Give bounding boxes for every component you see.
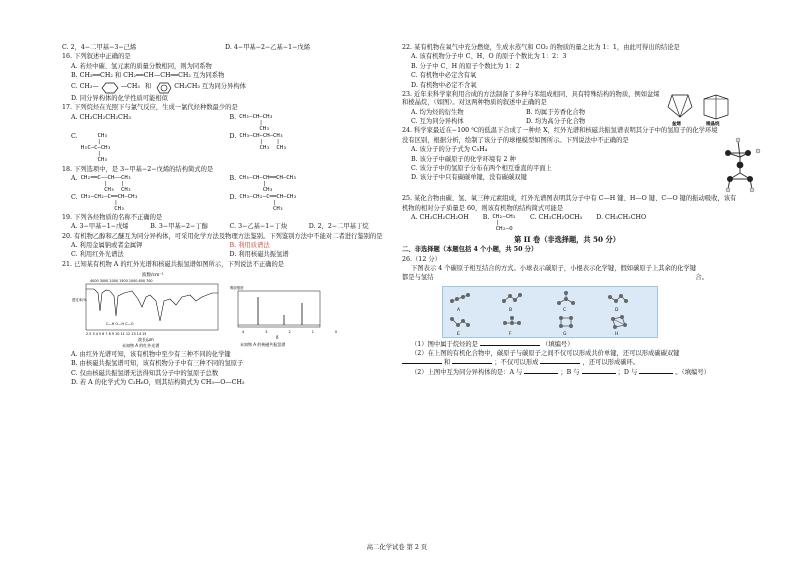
q17-b-label: B. xyxy=(229,113,237,121)
q20-stem: 20. 有机物乙醇和乙醚互为同分异构体，可采用化学方法及物理方法鉴别。下列鉴别方法中不能对二者进行鉴别的是 xyxy=(62,232,383,240)
q25-b-label: B. xyxy=(482,214,490,222)
q17-stem: 17. 下列烷烃在光照下与氯气反应，生成一氯代烃种数最少的是 xyxy=(62,104,238,112)
q26-p2-blank-a[interactable] xyxy=(524,373,558,374)
q17-b-structure: CH₃—CH—CH₃ | CH₃ xyxy=(239,113,273,132)
q17-options-cd xyxy=(62,133,388,163)
q18-d-label: D. xyxy=(229,193,237,201)
q22-stem: 22. 某有机物在氧气中充分燃烧，生成水蒸气和 CO₂ 的物质的量之比为 1：1，由此可得出的结论是 xyxy=(402,44,680,51)
q26-p2pre-blank-1[interactable] xyxy=(402,363,442,364)
q16-option-b: B. CH₂══CH₂ 和 CH₂══CH—CH══CH₂ 互为同系物 xyxy=(71,72,225,80)
q26-p2pre-and: 和 xyxy=(444,359,451,367)
q24-option-a: A. 该分子的分子式为 C₅H₄ xyxy=(411,146,488,154)
model-f xyxy=(501,315,523,338)
q18-option-b xyxy=(230,175,389,193)
q26-intro-2-start: 都是与氢结 xyxy=(402,274,434,282)
q23-molecule-figures xyxy=(664,91,732,127)
q16-c-left: CH₃— xyxy=(79,83,99,91)
q16-stem: 16. 下列叙述中正确的是 xyxy=(62,53,131,61)
q25-option-b xyxy=(483,214,516,232)
q24-stem-1: 24. 科学家最近在−100 ℃的低温下合成了一种烃 X，红外光谱和核磁共振氢谱表明其分子中的氢原子的化学环境 xyxy=(402,127,718,135)
q16-c-and: 和 xyxy=(144,83,152,91)
model-c xyxy=(555,291,577,314)
benzvalene-icon xyxy=(668,95,692,117)
q22-option-d: D. 有机物中必定不含氧 xyxy=(411,81,477,89)
section-title: 二、非选择题（本题包括 4 个小题，共 50 分） xyxy=(402,246,538,254)
nmr-xlabel: δ xyxy=(276,335,279,341)
q26-p2pre-blank-3[interactable] xyxy=(540,363,580,364)
q18-c-structure: CH₃—CH₂—C══CH—CH₃ | CH₃ xyxy=(80,193,138,212)
q26-p2-b: ；B 与 xyxy=(560,368,580,376)
q25-option-c: C. CH₃CH₂OCH₃ xyxy=(529,214,583,222)
q17-option-a: A. CH₃CH₂CH₂CH₃ xyxy=(71,113,131,121)
ir-top-label: 波数/cm⁻¹ xyxy=(142,273,164,279)
q17-option-c xyxy=(71,133,230,163)
ir-ylabel: 透过率/% xyxy=(72,298,87,303)
q19-options xyxy=(62,223,388,231)
q23-stem: 23. 近年来科学家利用合成的方法制备了多种与苯组成相同、具有特殊结构的物质，例如盆烯和棱晶烷，（如图）。对这两种物质的叙述中正确的是 xyxy=(402,90,660,107)
q26-part-2-pre-2 xyxy=(402,359,732,367)
q19-option-b: B. 3−甲基−2−丁醇 xyxy=(150,223,208,231)
q23-option-c: C. 互为同分异构体 xyxy=(411,117,464,125)
q20-option-c: C. 利用红外光谱法 xyxy=(71,251,124,259)
q17-options-ab xyxy=(62,114,388,132)
q18-b-structure: CH₃—CH—CH══CH—CH₃ | CH₃ xyxy=(239,174,297,193)
q22-option-c: C. 有机物中必定含有氧 xyxy=(411,72,477,80)
carbon-chain-icon xyxy=(607,291,629,305)
model-label-g: G xyxy=(563,332,567,338)
q17-option-d xyxy=(230,133,389,163)
q20-option-a: A. 利用金属钠或者金属钾 xyxy=(71,242,143,250)
q16-option-d: D. 同分异构体的化学性质可能相似 xyxy=(71,94,168,102)
model-h xyxy=(607,315,629,338)
q26-p2pre-blank-2[interactable] xyxy=(452,363,492,364)
q23-option-a: A. 均为烃的衍生物 xyxy=(411,108,464,116)
q26-part-2-pre-1: （2）在上图的有机化合物中，碳原子与碳原子之间不仅可以形成共价单键，还可以形成碳碳双键 xyxy=(411,350,680,358)
ir-caption: 未知物 A 的红外光谱 xyxy=(122,343,160,349)
q26-p2pre-mid: ；不仅可以形成 xyxy=(494,359,539,367)
nmr-spectrum-chart xyxy=(228,271,348,349)
q16-c-right: CH₂CH₃ xyxy=(174,83,200,91)
q21-stem: 21. 已知某有机物 A 的红外光谱和核磁共振氢谱如图所示，下列说法不正确的是 xyxy=(62,260,285,268)
q25-stem-2: 机物的相对分子质量是 60，则该有机物的结构简式可能是 xyxy=(402,204,564,212)
model-e xyxy=(449,315,471,338)
nmr-x-ticks: 4 3 2 1 0 xyxy=(242,330,348,335)
q26-p2pre-end: ，还可以形成碳环。 xyxy=(582,359,640,367)
q19-stem: 19. 下列各烃物质的名称不正确的是 xyxy=(62,213,163,221)
q15-options xyxy=(62,44,388,52)
q18-a-structure: CH₂══C——CH——CH₃ | | CH₃ CH₃ xyxy=(80,174,132,193)
q23-options-ab xyxy=(402,109,641,117)
q18-d-structure: CH₃—CH₂—C══CH—CH₃ | CH₃ xyxy=(239,193,297,212)
carbon-ring-icon xyxy=(607,315,629,329)
q24-stem-2: 没有区别，根据分析，绘制了该分子的球棍模型如图所示。下列说法中不正确的是 xyxy=(402,136,629,144)
q26-part-3 xyxy=(402,369,732,377)
benzene-ring-icon xyxy=(156,82,172,94)
q25-stem-1: 25. 某化合物由碳、氢、氧三种元素组成，红外光谱图表明其分子中有 C—H 键、H—O 键、C—O 键的振动吸收，该有 xyxy=(402,195,737,203)
q25-option-d: D. CH₃CH₂CHO xyxy=(596,214,647,222)
q21-option-b: B. 由核磁共振氢谱可知，该有机物分子中有三种不同的氢原子 xyxy=(71,360,244,368)
q15-option-d: D. 4−甲基−2−乙基−1−戊烯 xyxy=(225,44,311,51)
q21-option-d: D. 若 A 的化学式为 C₂H₆O，则其结构简式为 CH₃—O—CH₃ xyxy=(71,379,245,387)
q17-option-b xyxy=(230,114,389,132)
q18-c-label: C. xyxy=(71,193,78,201)
q22-option-a: A. 该有机物分子中 C、H、O 的原子个数比为 1：2：3 xyxy=(411,53,567,61)
q24-option-d: D. 该分子中只有碳碳单键，没有碳碳双键 xyxy=(411,174,527,182)
q23-option-b: B. 均属于芳香化合物 xyxy=(526,108,586,116)
q21-option-c: C. 仅由核磁共振氢谱无法得知其分子中的氢原子总数 xyxy=(71,369,219,377)
right-column xyxy=(402,44,737,378)
q22-option-b: B. 分子中 C、H 的原子个数比为 1：2 xyxy=(411,62,520,70)
page-footer: 高二化学试卷 第 2 页 xyxy=(366,544,428,551)
q25-option-a: A. CH₃CH₂CH₂OH xyxy=(411,214,469,222)
q19-option-c: C. 3−乙基−1−丁炔 xyxy=(229,223,288,231)
q16-option-a: A. 若烃中碳、氢元素的质量分数相同，则为同系物 xyxy=(71,62,212,70)
model-g xyxy=(555,315,577,338)
q26-p2-blank-c[interactable] xyxy=(639,373,673,374)
q17-d-label: D. xyxy=(229,132,237,140)
carbon-chain-icon xyxy=(501,291,523,305)
q26-p2-c: ；D 与 xyxy=(617,368,638,376)
q16-c-prefix: C. xyxy=(71,83,78,91)
q19-option-d: D. 2，2−二甲基丁烷 xyxy=(308,223,369,231)
q23-options-cd xyxy=(402,118,641,126)
q16-option-c xyxy=(62,82,388,94)
model-label-a: A xyxy=(457,308,461,314)
q15-option-c: C. 2，4−二甲基−3−己烯 xyxy=(62,44,137,51)
ir-x-ticks: 2.5 3 4 5 6 7 8 9 10 11 12 13 14 15 xyxy=(86,332,147,337)
q26-p1-text: （1）图中属于烷烃的是 xyxy=(411,340,478,348)
carbon-ring-icon xyxy=(555,315,577,329)
model-label-f: F xyxy=(509,332,512,338)
benzvalene-label: 盆烯 xyxy=(672,121,681,127)
q25-b-structure: CH₂—CH₂ | CH₂—O xyxy=(492,214,516,233)
ir-spectrum-curve xyxy=(86,289,218,321)
model-label-h: H xyxy=(615,332,619,338)
carbon-chain-icon xyxy=(449,291,471,305)
q26-stem: 26.（12 分） xyxy=(402,255,441,263)
q20-option-b: B. 利用质谱法 xyxy=(229,242,270,250)
model-label-d: D xyxy=(615,308,619,314)
model-d xyxy=(607,291,629,314)
q26-part-1 xyxy=(402,341,732,349)
carbon-models-figure xyxy=(442,286,658,338)
q20-options-cd xyxy=(62,251,388,259)
q20-option-d: D. 利用核磁共振氢谱 xyxy=(229,251,289,259)
q18-options-cd xyxy=(62,194,388,212)
branched-carbon-icon xyxy=(501,315,523,329)
part2-title: 第 II 卷（非选择题，共 50 分） xyxy=(514,235,620,245)
q26-p1-answer-blank[interactable] xyxy=(480,345,540,346)
branched-carbon-icon xyxy=(555,291,577,305)
q26-p2-blank-b[interactable] xyxy=(582,373,616,374)
q21-spectra xyxy=(72,271,388,349)
q16-c-mid: —CH₃ xyxy=(120,83,140,91)
model-b xyxy=(501,291,523,314)
q26-p2-a: （2）上图中互为同分异构体的是：A 与 xyxy=(411,368,523,376)
q26-intro-2-end: 合。 xyxy=(695,274,708,282)
q18-options-ab xyxy=(62,175,388,193)
q17-d-structure: CH₃—CH—CH—CH₃ | | CH₃ CH₃ xyxy=(239,132,287,151)
q26-intro-1: 下图表示 4 个碳原子相互结合的方式。小球表示碳原子，小棍表示化学键，假如碳原子上其余的化学键 xyxy=(411,265,697,273)
q19-option-a: A. 3−甲基−1−戊烯 xyxy=(71,223,129,231)
q23-block xyxy=(402,91,732,127)
model-label-c: C xyxy=(563,308,567,314)
q21-option-a: A. 由红外光谱可知，该有机物中至少有三种不同的化学键 xyxy=(71,351,231,359)
ir-xlabel: 波长/μm xyxy=(138,337,154,343)
q16-c-suffix: 互为同分异构体 xyxy=(201,83,246,91)
nmr-caption: 未知物 A 的核磁共振氢谱 xyxy=(240,342,286,348)
q26-intro-2 xyxy=(402,274,732,282)
ball-and-stick-model-icon xyxy=(718,135,762,195)
ir-peaks-label: C—H O—H C—O xyxy=(106,322,134,327)
q20-options-ab xyxy=(62,242,388,250)
ir-top-ticks: 4000 3000 2000 1500 1000 800 700 xyxy=(90,279,153,284)
q18-a-label: A. xyxy=(71,174,78,182)
q17-c-structure: CH₃ | H₃C—C—CH₃ | CH₃ xyxy=(80,132,111,163)
q18-option-d xyxy=(230,194,389,212)
q25-options xyxy=(402,214,732,232)
ir-spectrum-chart xyxy=(72,271,222,349)
q26-p1-end: （填编号） xyxy=(542,340,574,348)
carbon-chain-icon xyxy=(449,315,471,329)
model-label-b: B xyxy=(509,308,513,314)
q24-block xyxy=(402,127,732,195)
model-a xyxy=(449,291,471,314)
q18-b-label: B. xyxy=(229,174,237,182)
q18-option-a xyxy=(71,175,230,193)
model-label-e: E xyxy=(457,332,460,338)
q17-c-label: C. xyxy=(71,132,78,140)
q26-p2-d: 。（填编号） xyxy=(675,368,710,376)
q24-option-c: C. 该分子中的氢原子分布在两个相互垂直的平面上 xyxy=(411,164,552,172)
prismane-label: 棱晶烷 xyxy=(706,121,720,127)
nmr-ylabel: 吸收强度 xyxy=(230,286,244,291)
left-column xyxy=(62,44,388,389)
q18-option-c xyxy=(71,194,230,212)
q24-option-b: B. 该分子中碳原子的化学环境有 2 种 xyxy=(411,155,516,163)
q18-stem: 18. 下列选项中，是 3−甲基−2−戊烯的结构简式的是 xyxy=(62,165,214,173)
q23-option-d: D. 均为高分子化合物 xyxy=(526,117,586,125)
cyclohexane-icon xyxy=(101,82,119,94)
